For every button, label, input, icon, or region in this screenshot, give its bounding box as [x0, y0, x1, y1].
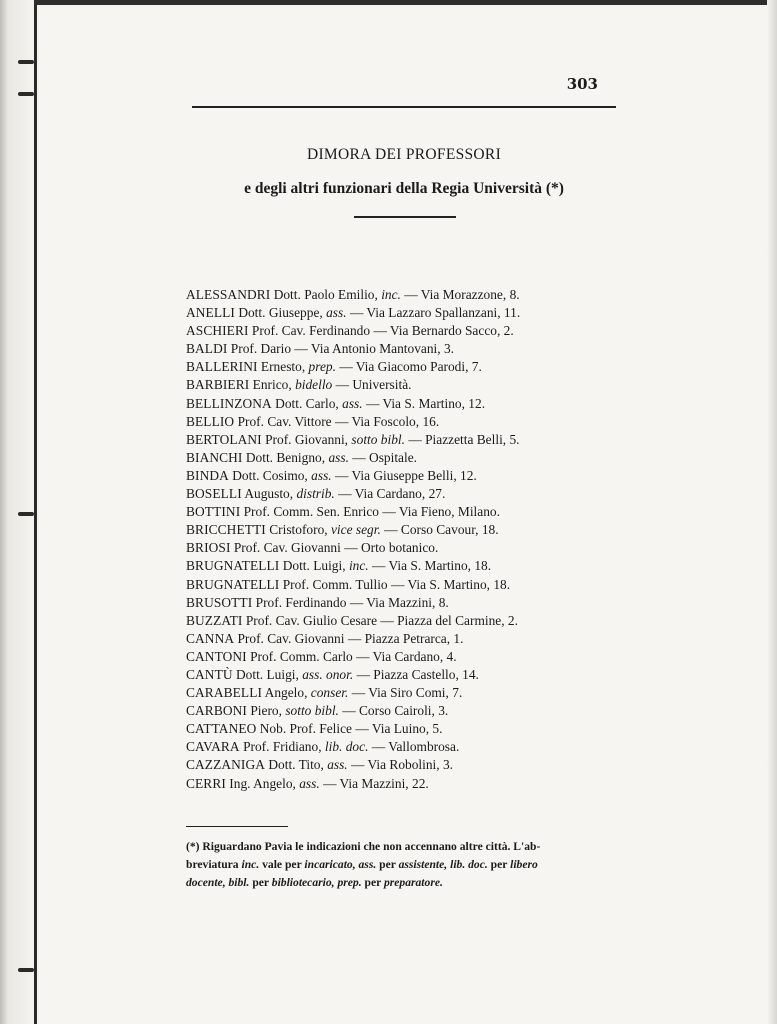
entry-address: — Ospitale.	[352, 449, 417, 465]
footnote-abbr: docente, bibl.	[186, 876, 250, 889]
entry-surname: BRUSOTTI	[186, 594, 253, 610]
footnote-text: (*) Riguardano Pavia le indicazioni che non accennano altre città. L'ab-	[186, 840, 541, 853]
directory-entry	[186, 630, 626, 648]
directory-entry	[186, 304, 626, 322]
entry-address: — Via Robolini, 3.	[351, 757, 454, 773]
entry-surname: BRUGNATELLI	[186, 576, 280, 592]
binding-mark	[18, 968, 34, 972]
entry-detail: Angelo,	[264, 685, 308, 701]
directory-entry	[186, 684, 626, 702]
directory-entry	[186, 775, 626, 793]
directory-entry	[186, 576, 626, 594]
entry-detail: Prof. Ferdinando	[255, 594, 347, 610]
directory-entry	[186, 539, 626, 557]
directory-entry	[186, 286, 626, 304]
entry-surname: CERRI	[186, 775, 226, 791]
entry-role: ass.	[326, 305, 347, 321]
footnote-line	[186, 856, 626, 874]
entry-detail: Ing. Angelo,	[229, 775, 296, 791]
directory-entry	[186, 340, 626, 358]
header-rule	[192, 106, 616, 108]
entry-address: — Via Lazzaro Spallanzani, 11.	[349, 305, 521, 321]
entry-role: conser.	[310, 685, 349, 701]
entry-surname: CAVARA	[186, 739, 240, 755]
entry-detail: Prof. Fridiano,	[243, 739, 322, 755]
entry-address: — Piazza Petrarca, 1.	[347, 630, 464, 646]
entry-address: — Piazzetta Belli, 5.	[408, 431, 520, 447]
entry-detail: Prof. Comm. Tullio	[282, 576, 388, 592]
entry-detail: Dott. Giuseppe,	[238, 305, 323, 321]
directory-entry	[186, 413, 626, 431]
entry-surname: BIANCHI	[186, 449, 243, 465]
entry-address: — Via Mazzini, 8.	[349, 594, 449, 610]
entry-detail: Augusto,	[244, 486, 294, 502]
entry-role: sotto bibl.	[285, 703, 339, 719]
entry-surname: CANTÙ	[186, 666, 233, 682]
entry-role: lib. doc.	[324, 739, 369, 755]
entry-surname: BARBIERI	[186, 377, 250, 393]
footnote-abbr: inc.	[241, 858, 260, 871]
entry-role: inc.	[381, 287, 401, 302]
directory-entry	[186, 720, 626, 738]
directory-entry	[186, 594, 626, 612]
entry-detail: Prof. Cav. Giulio Cesare	[245, 612, 378, 628]
directory-entry	[186, 648, 626, 666]
entry-address: — Via Mazzini, 22.	[323, 775, 429, 791]
entry-role: inc.	[348, 558, 369, 574]
directory-list	[186, 286, 626, 793]
entry-detail: Prof. Cav. Giovanni	[233, 540, 341, 556]
directory-entry	[186, 557, 626, 575]
entry-detail: Prof. Cav. Giovanni	[237, 630, 345, 646]
entry-address: — Piazza Castello, 14.	[356, 666, 479, 682]
directory-entry	[186, 449, 626, 467]
binding-mark	[18, 512, 34, 516]
entry-address: — Via Fieno, Milano.	[382, 504, 500, 520]
entry-address: — Via S. Martino, 18.	[391, 576, 511, 592]
entry-role: ass.	[342, 395, 363, 411]
top-edge	[34, 0, 777, 5]
footnote-text: per	[249, 876, 272, 889]
footnote-abbr: incaricato, ass.	[304, 858, 377, 871]
entry-address: — Via Bernardo Sacco, 2.	[373, 323, 514, 339]
entry-role: bidello	[295, 377, 333, 393]
entry-surname: CANTONI	[186, 648, 247, 664]
directory-entry	[186, 358, 626, 376]
entry-surname: CANNA	[186, 630, 235, 646]
footnote-line	[186, 874, 626, 892]
entry-role: ass. onor.	[302, 666, 354, 682]
entry-address: — Via Foscolo, 16.	[334, 413, 440, 429]
entry-detail: Dott. Luigi,	[282, 558, 346, 574]
entry-address: — Vallombrosa.	[371, 739, 460, 755]
entry-role: ass.	[299, 775, 320, 791]
entry-address: — Corso Cavour, 18.	[384, 522, 499, 538]
entry-surname: BALLERINI	[186, 359, 258, 375]
binding-mark	[18, 60, 34, 64]
entry-role: prep.	[308, 359, 336, 375]
footnote-line	[186, 838, 626, 856]
entry-surname: BINDA	[186, 467, 229, 483]
footnote-abbr: libero	[510, 858, 538, 871]
entry-address: — Via Cardano, 4.	[356, 648, 457, 664]
entry-role: vice segr.	[330, 522, 381, 538]
footnote-abbr: preparatore.	[383, 876, 443, 889]
directory-entry	[186, 738, 626, 756]
entry-surname: BRIOSI	[186, 540, 231, 556]
entry-detail: Prof. Dario	[230, 341, 292, 357]
entry-address: — Via Antonio Mantovani, 3.	[294, 341, 455, 357]
entry-detail: Prof. Comm. Sen. Enrico	[243, 504, 379, 520]
footnote-text: vale per	[259, 858, 305, 871]
entry-surname: ANELLI	[186, 305, 235, 321]
entry-detail: Dott. Paolo Emilio,	[273, 287, 378, 302]
entry-role: ass.	[311, 467, 332, 483]
footnote-text: per	[487, 858, 511, 871]
entry-address: — Orto botanico.	[344, 540, 439, 556]
binding-mark	[18, 92, 34, 96]
entry-surname: CATTANEO	[186, 721, 257, 737]
footnote-rule	[186, 826, 288, 827]
entry-surname: ALESSANDRI	[186, 287, 271, 302]
entry-address: — Via Morazzone, 8.	[404, 287, 520, 302]
entry-detail: Piero,	[250, 703, 282, 719]
entry-address: — Università.	[335, 377, 412, 393]
footnote-text: breviatura	[186, 858, 242, 871]
directory-entry	[186, 431, 626, 449]
entry-surname: CARBONI	[186, 703, 247, 719]
entry-detail: Dott. Cosimo,	[232, 467, 308, 483]
footnote-text: per	[361, 876, 384, 889]
entry-surname: BELLIO	[186, 413, 235, 429]
entry-surname: CARABELLI	[186, 685, 263, 701]
entry-detail: Dott. Carlo,	[275, 395, 339, 411]
binding-line	[34, 0, 37, 1024]
directory-entry	[186, 395, 626, 413]
entry-surname: BELLINZONA	[186, 395, 272, 411]
directory-entry	[186, 467, 626, 485]
page-subtitle: e degli altri funzionari della Regia Università (*)	[244, 180, 564, 197]
entry-surname: BOTTINI	[186, 504, 241, 520]
entry-detail: Dott. Luigi,	[235, 666, 299, 682]
directory-entry	[186, 485, 626, 503]
footnote-abbr: assistente, lib. doc.	[398, 858, 488, 871]
entry-surname: BERTOLANI	[186, 431, 262, 447]
entry-address: — Via S. Martino, 12.	[365, 395, 486, 411]
entry-address: — Corso Cairoli, 3.	[342, 703, 449, 719]
entry-detail: Dott. Benigno,	[245, 449, 326, 465]
right-edge	[767, 0, 777, 1024]
entry-detail: Dott. Tito,	[268, 757, 324, 773]
entry-detail: Cristoforo,	[269, 522, 328, 538]
entry-address: — Piazza del Carmine, 2.	[380, 612, 518, 628]
directory-entry	[186, 322, 626, 340]
directory-entry	[186, 376, 626, 394]
entry-role: distrib.	[296, 486, 335, 502]
entry-address: — Via Giacomo Parodi, 7.	[339, 359, 482, 375]
footnote	[186, 838, 626, 892]
entry-surname: BOSELLI	[186, 486, 242, 502]
directory-entry	[186, 666, 626, 684]
entry-surname: BUZZATI	[186, 612, 243, 628]
footnote-abbr: bibliotecario, prep.	[271, 876, 362, 889]
page-number: 303	[566, 75, 598, 93]
entry-surname: BRUGNATELLI	[186, 558, 280, 574]
entry-address: — Via Cardano, 27.	[338, 486, 446, 502]
entry-surname: ASCHIERI	[186, 323, 249, 339]
entry-detail: Ernesto,	[260, 359, 306, 375]
entry-address: — Via Siro Comi, 7.	[351, 685, 463, 701]
entry-address: — Via Giuseppe Belli, 12.	[334, 467, 477, 483]
entry-detail: Nob. Prof. Felice	[259, 721, 352, 737]
entry-detail: Prof. Giovanni,	[265, 431, 349, 447]
directory-entry	[186, 521, 626, 539]
page-title: DIMORA DEI PROFESSORI	[306, 146, 502, 163]
entry-role: ass.	[328, 449, 349, 465]
entry-role: sotto bibl.	[351, 431, 405, 447]
title-rule	[354, 216, 456, 218]
entry-address: — Via Luino, 5.	[355, 721, 443, 737]
entry-surname: BALDI	[186, 341, 228, 357]
entry-detail: Prof. Cav. Vittore	[237, 413, 332, 429]
entry-surname: BRICCHETTI	[186, 522, 266, 538]
directory-entry	[186, 756, 626, 774]
entry-detail: Enrico,	[252, 377, 292, 393]
entry-detail: Prof. Cav. Ferdinando	[251, 323, 371, 339]
directory-entry	[186, 702, 626, 720]
directory-entry	[186, 503, 626, 521]
entry-role: ass.	[327, 757, 348, 773]
entry-address: — Via S. Martino, 18.	[372, 558, 492, 574]
entry-detail: Prof. Comm. Carlo	[250, 648, 353, 664]
directory-entry	[186, 612, 626, 630]
entry-surname: CAZZANIGA	[186, 757, 266, 773]
footnote-text: per	[376, 858, 399, 871]
